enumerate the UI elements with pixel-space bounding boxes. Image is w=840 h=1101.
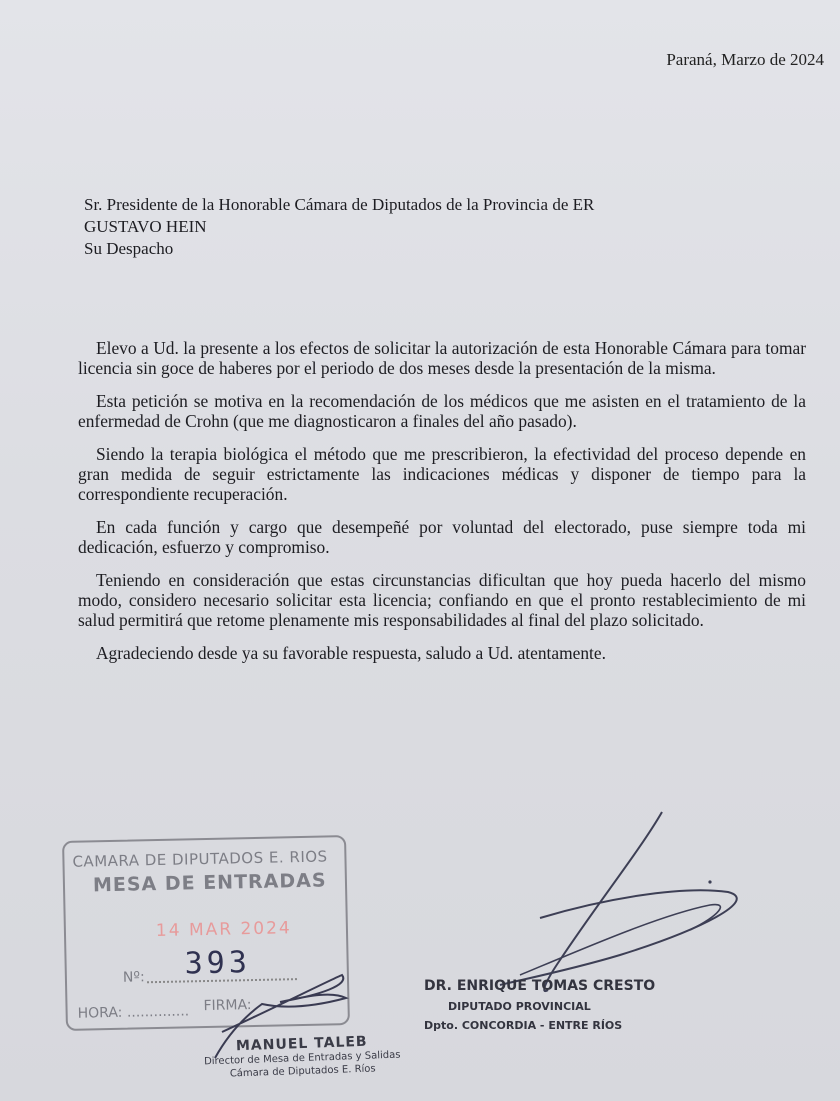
recipient-line: Su Despacho [84,239,174,258]
body-paragraph: Teniendo en consideración que estas circunstancias dificultan que hoy pueda hacerlo del mismo modo, considero necesario solicitar esta licencia; confiando en que el pronto restablecimiento de mi salud permitirá que retome plenamente mis responsabilidades al final del plazo solicitado. [78,570,806,630]
body-paragraph: Siendo la terapia biológica el método que me prescribieron, la efectividad del proceso depende en gran medida de seguir estrictamente las indicaciones médicas y disponer de tiempo para la correspondiente recuperación. [78,444,806,504]
signatory-district: Dpto. CONCORDIA - ENTRE RÍOS [424,1019,623,1032]
reception-stamp [62,835,350,1031]
recipient-block [84,194,594,260]
stamp-date: 14 MAR 2024 [155,918,292,942]
stamp-number: 393 [184,945,252,982]
letter-date: Paraná, Marzo de 2024 [666,50,824,69]
recipient-line: Sr. Presidente de la Honorable Cámara de Diputados de la Provincia de ER [84,195,595,214]
stamp-office: MESA DE ENTRADAS [92,869,327,897]
recipient-name: GUSTAVO HEIN [84,217,207,236]
stamp-hora-label: HORA: .............. [77,1003,190,1022]
stamp-chamber: CAMARA DE DIPUTADOS E. RIOS [72,847,328,871]
signatory-name: DR. ENRIQUE TOMAS CRESTO [424,978,656,994]
closing-line: Agradeciendo desde ya su favorable respuesta, saludo a Ud. atentamente. [96,643,606,663]
official-signatory [203,1033,401,1082]
body-paragraph: En cada función y cargo que desempeñé por voluntad del electorado, puse siempre toda mi dedicación, esfuerzo y compromiso. [78,517,806,557]
official-role: Director de Mesa de Entradas y Salidas [203,1049,401,1068]
letter-body [78,338,806,676]
stamp-firma-label: FIRMA: [203,997,252,1015]
official-chamber: Cámara de Diputados E. Ríos [229,1063,376,1080]
stamp-number-label: Nº: [122,969,145,986]
signatory-block [424,978,655,1032]
main-signature [544,812,662,991]
body-paragraph: Elevo a Ud. la presente a los efectos de solicitar la autorización de esta Honorable Cámara para tomar licencia sin goce de haberes por el periodo de dos meses desde la presentación de la misma. [78,338,806,378]
official-name: MANUEL TALEB [235,1033,368,1055]
stamp-number-dots [147,978,297,983]
main-signature [520,905,720,975]
signature-dot [708,880,711,883]
signatory-role: DIPUTADO PROVINCIAL [448,1000,591,1013]
main-signature [500,890,737,985]
body-paragraph: Esta petición se motiva en la recomendación de los médicos que me asisten en el tratamiento de la enfermedad de Crohn (que me diagnosticaron a finales del año pasado). [78,391,806,431]
